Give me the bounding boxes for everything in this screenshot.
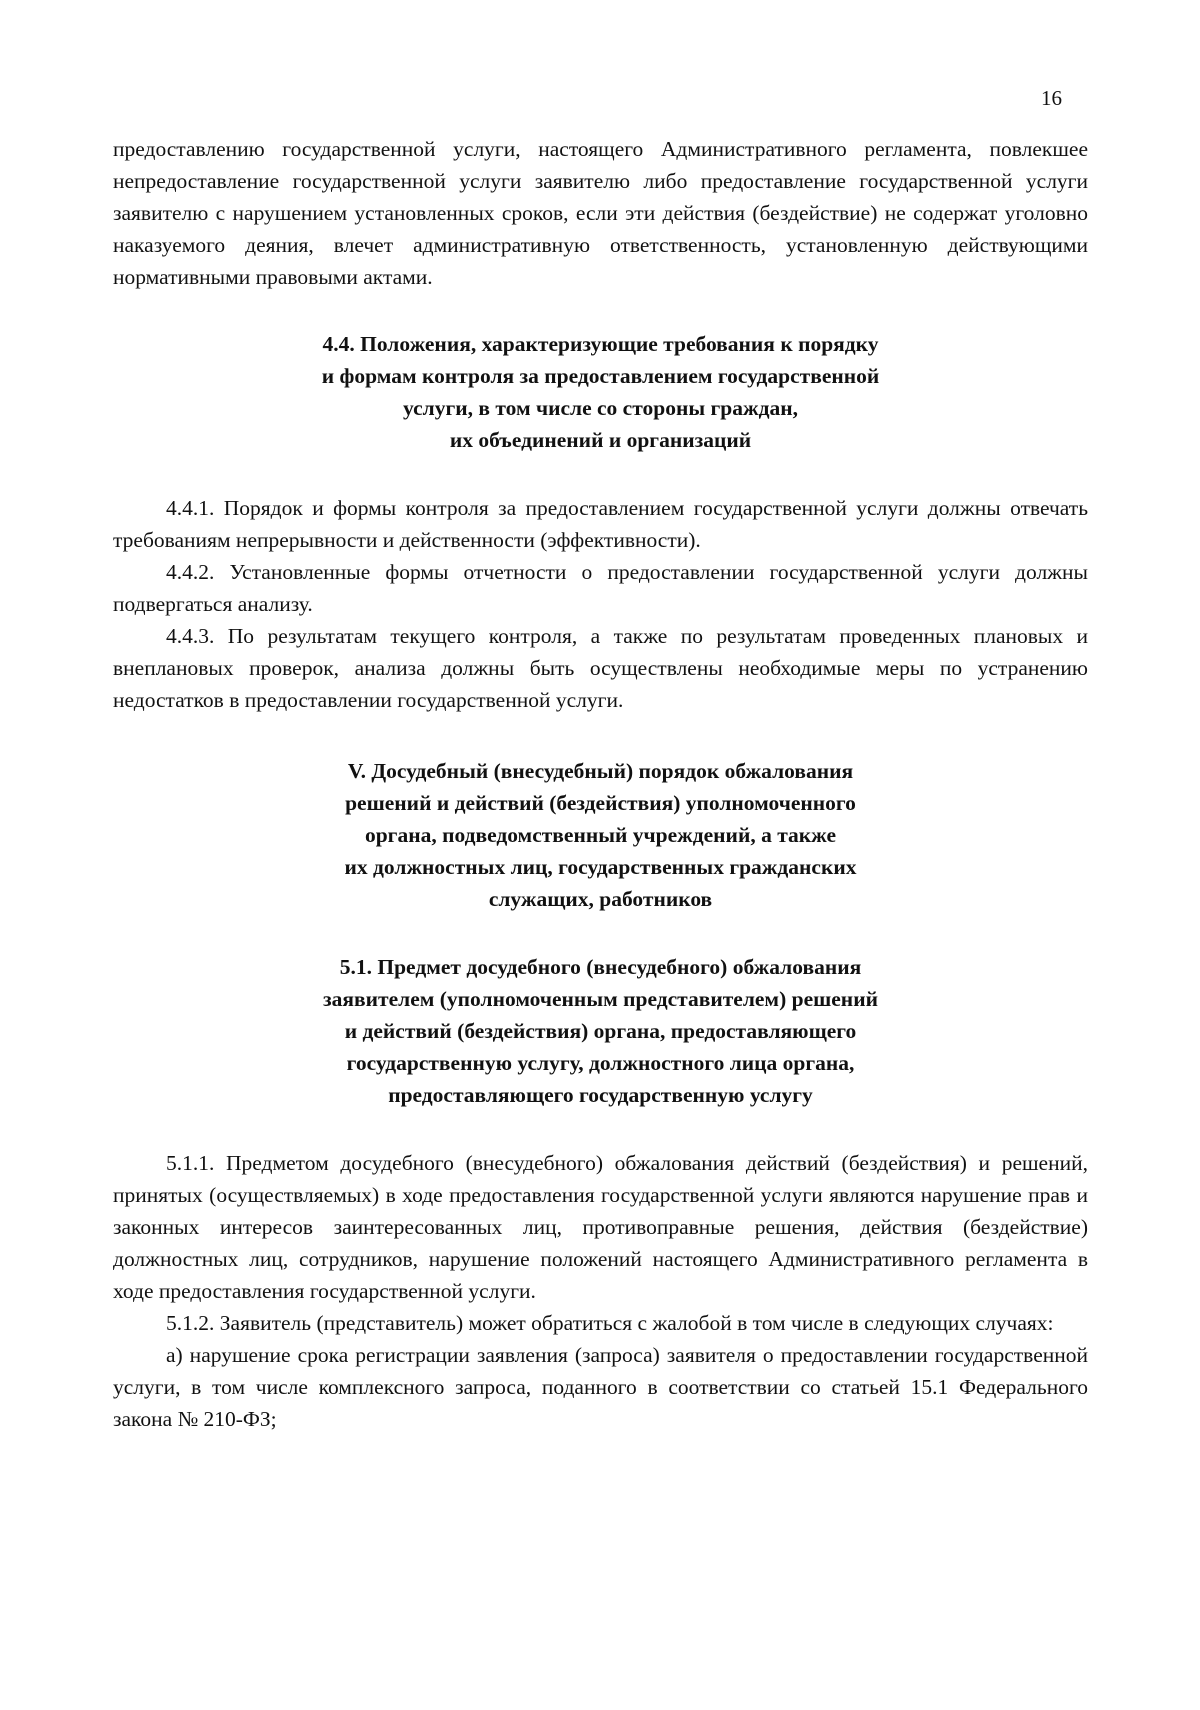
heading-line: решений и действий (бездействия) уполномоченного xyxy=(345,791,856,815)
paragraph-5-1-1: 5.1.1. Предметом досудебного (внесудебного) обжалования действий (бездействия) и решений, принятых (осуществляемых) в ходе предоставления государственной услуги являются нарушение прав и законных интересов заинтересованных лиц, противоправные решения, действия (бездействие) должностных лиц, сотрудников, нарушение положений настоящего Административного регламента в ходе предоставления государственной услуги. xyxy=(113,1151,1088,1303)
heading-line: 5.1. Предмет досудебного (внесудебного) обжалования xyxy=(339,955,862,979)
heading-line: V. Досудебный (внесудебный) порядок обжалования xyxy=(347,759,854,783)
intro-paragraph: предоставлению государственной услуги, настоящего Административного регламента, повлекшее непредоставление государственной услуги заявителю либо предоставление государственной услуги заявителю с нарушением установленных сроков, если эти действия (бездействие) не содержат уголовно наказуемого деяния, влечет административную ответственность, установленную действующими нормативными правовыми актами. xyxy=(113,137,1088,289)
paragraph-4-4-2: 4.4.2. Установленные формы отчетности о предоставлении государственной услуги должны подвергаться анализу. xyxy=(113,560,1088,616)
spacer xyxy=(113,1111,1088,1147)
section-v-heading xyxy=(251,755,951,915)
heading-line: услуги, в том числе со стороны граждан, xyxy=(403,396,798,420)
paragraph-5-1-2: 5.1.2. Заявитель (представитель) может обратиться с жалобой в том числе в следующих случаях: xyxy=(166,1311,1054,1335)
section-4-4-heading xyxy=(241,328,961,456)
spacer xyxy=(113,293,1088,328)
heading-line: заявителем (уполномоченным представителем) решений xyxy=(323,987,878,1011)
heading-line: и действий (бездействия) органа, предоставляющего xyxy=(344,1019,857,1043)
heading-line: служащих, работников xyxy=(488,887,713,911)
heading-line: их должностных лиц, государственных гражданских xyxy=(344,855,857,879)
heading-line: органа, подведомственный учреждений, а также xyxy=(364,823,837,847)
section-5-1-heading xyxy=(221,951,981,1111)
document-body xyxy=(113,133,1088,1435)
paragraph-4-4-3: 4.4.3. По результатам текущего контроля, а также по результатам проведенных плановых и внеплановых проверок, анализа должны быть осуществлены необходимые меры по устранению недостатков в предоставлении государственной услуги. xyxy=(113,624,1088,712)
page-number: 16 xyxy=(1041,86,1062,110)
paragraph-4-4-1: 4.4.1. Порядок и формы контроля за предоставлением государственной услуги должны отвечать требованиям непрерывности и действенности (эффективности). xyxy=(113,496,1088,552)
spacer xyxy=(113,915,1088,951)
spacer xyxy=(113,716,1088,755)
heading-line: и формам контроля за предоставлением государственной xyxy=(321,364,880,388)
heading-line: государственную услугу, должностного лица органа, xyxy=(346,1051,855,1075)
heading-line: их объединений и организаций xyxy=(449,428,752,452)
heading-line: предоставляющего государственную услугу xyxy=(388,1083,813,1107)
spacer xyxy=(113,456,1088,492)
paragraph-5-1-2-a: а) нарушение срока регистрации заявления (запроса) заявителя о предоставлении государственной услуги, в том числе комплексного запроса, поданного в соответствии со статьей 15.1 Федерального закона № 210-ФЗ; xyxy=(113,1343,1088,1431)
heading-line: 4.4. Положения, характеризующие требования к порядку xyxy=(322,332,879,356)
